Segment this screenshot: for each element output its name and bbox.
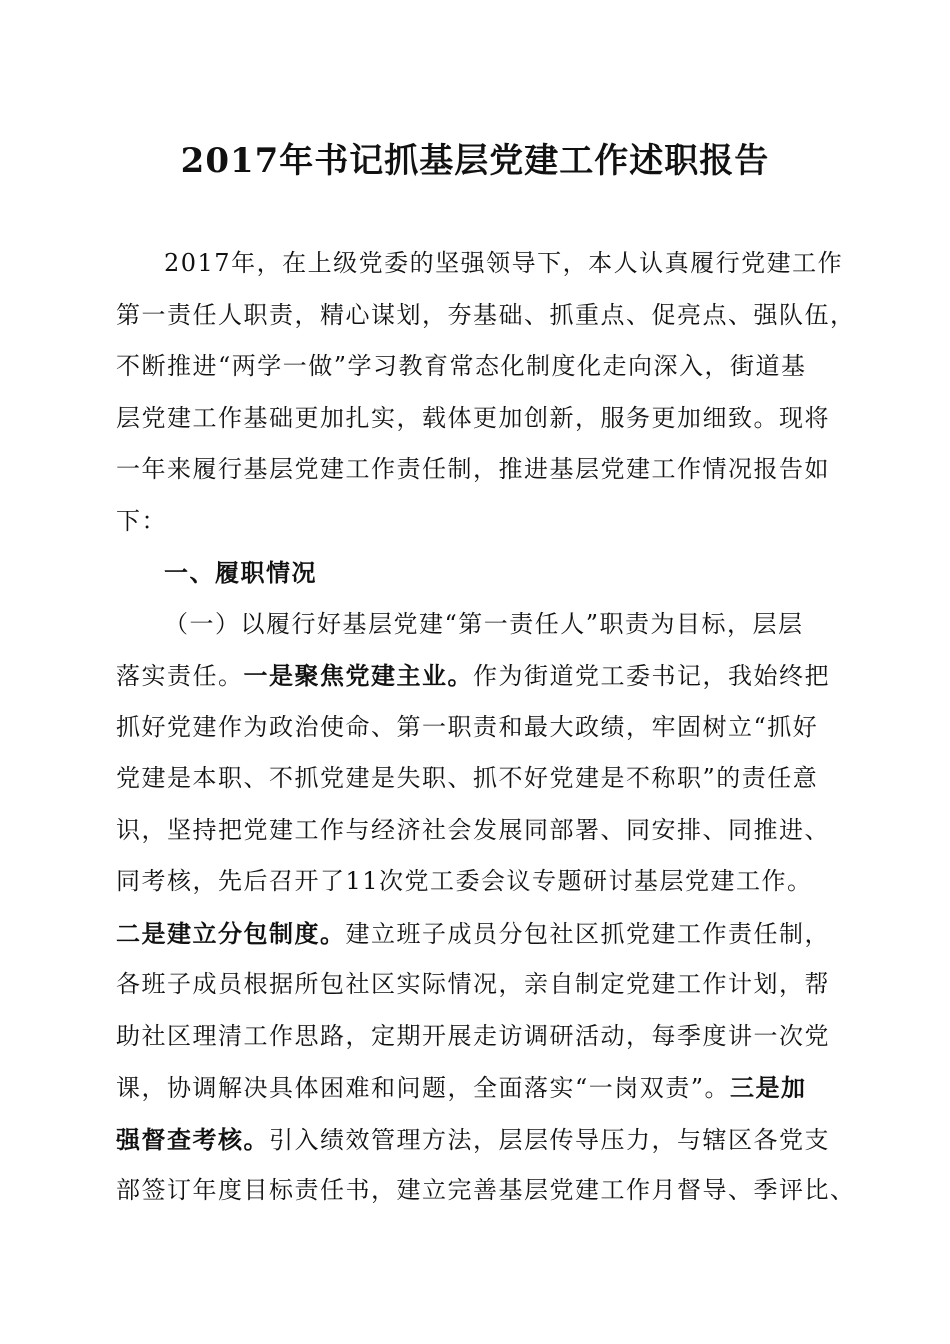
paragraph-line: 一年来履行基层党建工作责任制，推进基层党建工作情况报告如	[116, 455, 830, 483]
document-body	[116, 238, 856, 1217]
subsection-line: （一）以履行好基层党建“第一责任人”职责为目标，层层	[164, 609, 804, 638]
paragraph-line: 同考核，先后召开了11次党工委会议专题研讨基层党建工作。	[116, 867, 813, 895]
paragraph-line	[116, 650, 856, 702]
paragraph-line: 助社区理清工作思路，定期开展走访调研活动，每季度讲一次党	[116, 1021, 830, 1050]
paragraph-line	[116, 1114, 856, 1166]
text-run: 作为街道党工委书记，我始终把	[473, 662, 830, 690]
paragraph-line: 党建是本职、不抓党建是失职、抓不好党建是不称职”的责任意	[116, 764, 819, 792]
paragraph-line: 不断推进“两学一做”学习教育常态化制度化走向深入，街道基	[116, 352, 807, 380]
bold-text-run: 三是加	[730, 1073, 807, 1102]
text-run: 引入绩效管理方法，层层传导压力，与辖区各党支	[269, 1125, 830, 1154]
section-heading: 一、履职情况	[164, 558, 317, 587]
paragraph-line: 部签订年度目标责任书，建立完善基层党建工作月督导、季评比、	[116, 1176, 856, 1204]
paragraph-line: 层党建工作基础更加扎实，载体更加创新，服务更加细致。现将	[116, 403, 830, 432]
bold-text-run: 强督查考核。	[116, 1124, 269, 1154]
text-run: 落实责任。	[116, 662, 244, 690]
paragraph-line: 第一责任人职责，精心谋划，夯基础、抓重点、促亮点、强队伍，	[116, 300, 856, 329]
document-title: 2017年书记抓基层党建工作述职报告	[180, 141, 770, 181]
paragraph-line: 识，坚持把党建工作与经济社会发展同部署、同安排、同推进、	[116, 815, 830, 844]
paragraph-line	[116, 1062, 856, 1114]
text-run: 建立班子成员分包社区抓党建工作责任制，	[345, 919, 830, 948]
bold-text-run: 二是建立分包制度。	[116, 918, 346, 948]
paragraph-line: 抓好党建作为政治使命、第一职责和最大政绩，牢固树立“抓好	[116, 712, 819, 741]
paragraph-line: 2017年，在上级党委的坚强领导下，本人认真履行党建工作	[164, 249, 844, 277]
text-run: 课，协调解决具体困难和问题，全面落实“一岗双责”。	[116, 1074, 731, 1102]
paragraph-line: 各班子成员根据所包社区实际情况，亲自制定党建工作计划，帮	[116, 970, 830, 998]
paragraph-line: 下：	[116, 506, 167, 535]
paragraph-line	[116, 908, 856, 960]
bold-text-run: 一是聚焦党建主业。	[243, 661, 473, 690]
